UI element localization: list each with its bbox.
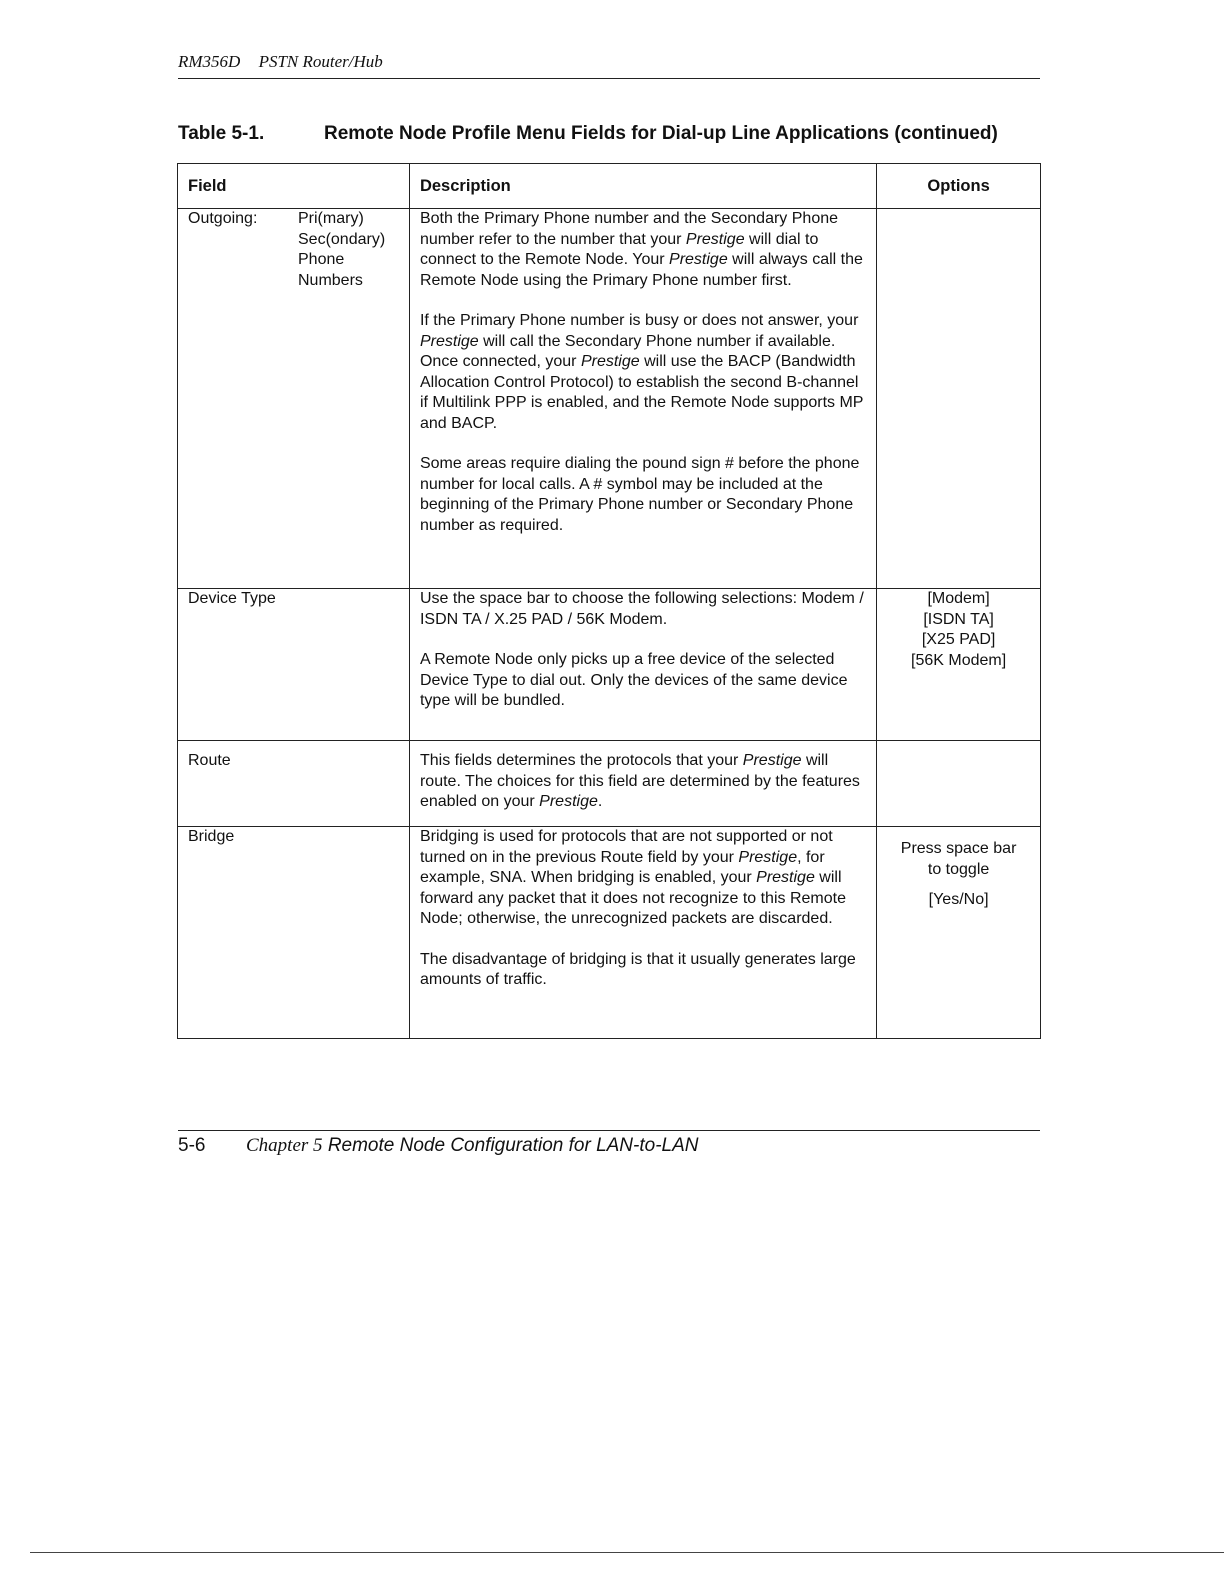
options-cell: [877, 589, 1041, 741]
field-subname: Numbers: [298, 271, 363, 289]
description-paragraph: If the Primary Phone number is busy or does not answer, your Prestige will call the Secondary Phone number if available. Once connected, your Prestige will use the BACP (Bandwidth Allocation Control Protocol) to establish the second B-channel if Multilink PPP is enabled, and the Remote Node supports MP and BACP.: [419, 312, 864, 432]
field-subname: Phone: [298, 251, 345, 268]
options-cell: [877, 741, 1041, 827]
fields-table: [177, 163, 1041, 1039]
description-cell: [409, 827, 876, 1039]
description-paragraph: This fields determines the protocols that your Prestige will route. The choices for this field are determined by the features enabled on your Prestige.: [419, 752, 860, 810]
field-subname: Sec(ondary): [298, 230, 386, 248]
running-header: [178, 52, 1040, 79]
options-cell: [877, 209, 1041, 589]
column-header-options: Options: [877, 164, 1041, 209]
description-paragraph: The disadvantage of bridging is that it usually generates large amounts of traffic.: [419, 950, 856, 988]
field-name: Bridge: [188, 828, 235, 845]
description-paragraph: Bridging is used for protocols that are not supported or not turned on in the previous Route field by your Prestige, for example, SNA. When bridging is enabled, your Prestige will forward any packet that it does not recognize to this Remote Node; otherwise, the unrecognized packets are discarded.: [419, 828, 846, 927]
option-value: [ISDN TA]: [923, 610, 994, 628]
option-value: [56K Modem]: [911, 651, 1007, 669]
footer-chapter-title: Remote Node Configuration for LAN-to-LAN: [327, 1135, 699, 1156]
table-number: Table 5-1.: [178, 123, 265, 144]
table-row: [178, 827, 1041, 1039]
description-paragraph: Both the Primary Phone number and the Secondary Phone number refer to the number that your Prestige will dial to connect to the Remote Node. Your Prestige will always call the Remote Node using the Primary Phone number first.: [419, 210, 863, 289]
field-cell: [178, 741, 410, 827]
page-number: 5-6: [178, 1135, 206, 1156]
table-header-row: [178, 164, 1041, 209]
footer-chapter: Chapter 5: [246, 1135, 323, 1156]
header-model: RM356D: [178, 52, 241, 71]
table-row: [178, 209, 1041, 589]
field-name: Route: [188, 752, 231, 769]
description-cell: [409, 209, 876, 589]
page-footer: [178, 1130, 1040, 1157]
description-cell: [409, 741, 876, 827]
field-subnames: [298, 209, 385, 291]
header-product: PSTN Router/Hub: [258, 52, 383, 71]
field-cell: [178, 209, 410, 589]
bottom-rule: [30, 1552, 1224, 1553]
option-value: [Yes/No]: [928, 891, 989, 908]
option-value: to toggle: [927, 860, 990, 878]
description-paragraph: Use the space bar to choose the following selections: Modem / ISDN TA / X.25 PAD / 56K Modem.: [419, 590, 864, 628]
field-cell: [178, 589, 410, 741]
option-value: [X25 PAD]: [921, 631, 996, 648]
description-paragraph: A Remote Node only picks up a free device of the selected Device Type to dial out. Only the devices of the same device type will be bundled.: [419, 651, 848, 709]
description-cell: [409, 589, 876, 741]
column-header-description: Description: [409, 164, 876, 209]
field-cell: [178, 827, 410, 1039]
column-header-field: Field: [178, 164, 410, 209]
table-row: [178, 741, 1041, 827]
table-title: Remote Node Profile Menu Fields for Dial-up Line Applications (continued): [324, 123, 998, 144]
table-row: [178, 589, 1041, 741]
field-subname: Pri(mary): [298, 210, 364, 227]
option-value: Press space bar: [900, 840, 1017, 857]
table-caption: [178, 123, 1048, 145]
field-name: Outgoing:: [188, 210, 258, 227]
description-paragraph: Some areas require dialing the pound sign # before the phone number for local calls. A # symbol may be included at the beginning of the Primary Phone number or Secondary Phone number as required.: [419, 455, 860, 534]
field-name: Device Type: [188, 590, 276, 607]
options-cell: [877, 827, 1041, 1039]
option-value: [Modem]: [927, 590, 990, 607]
